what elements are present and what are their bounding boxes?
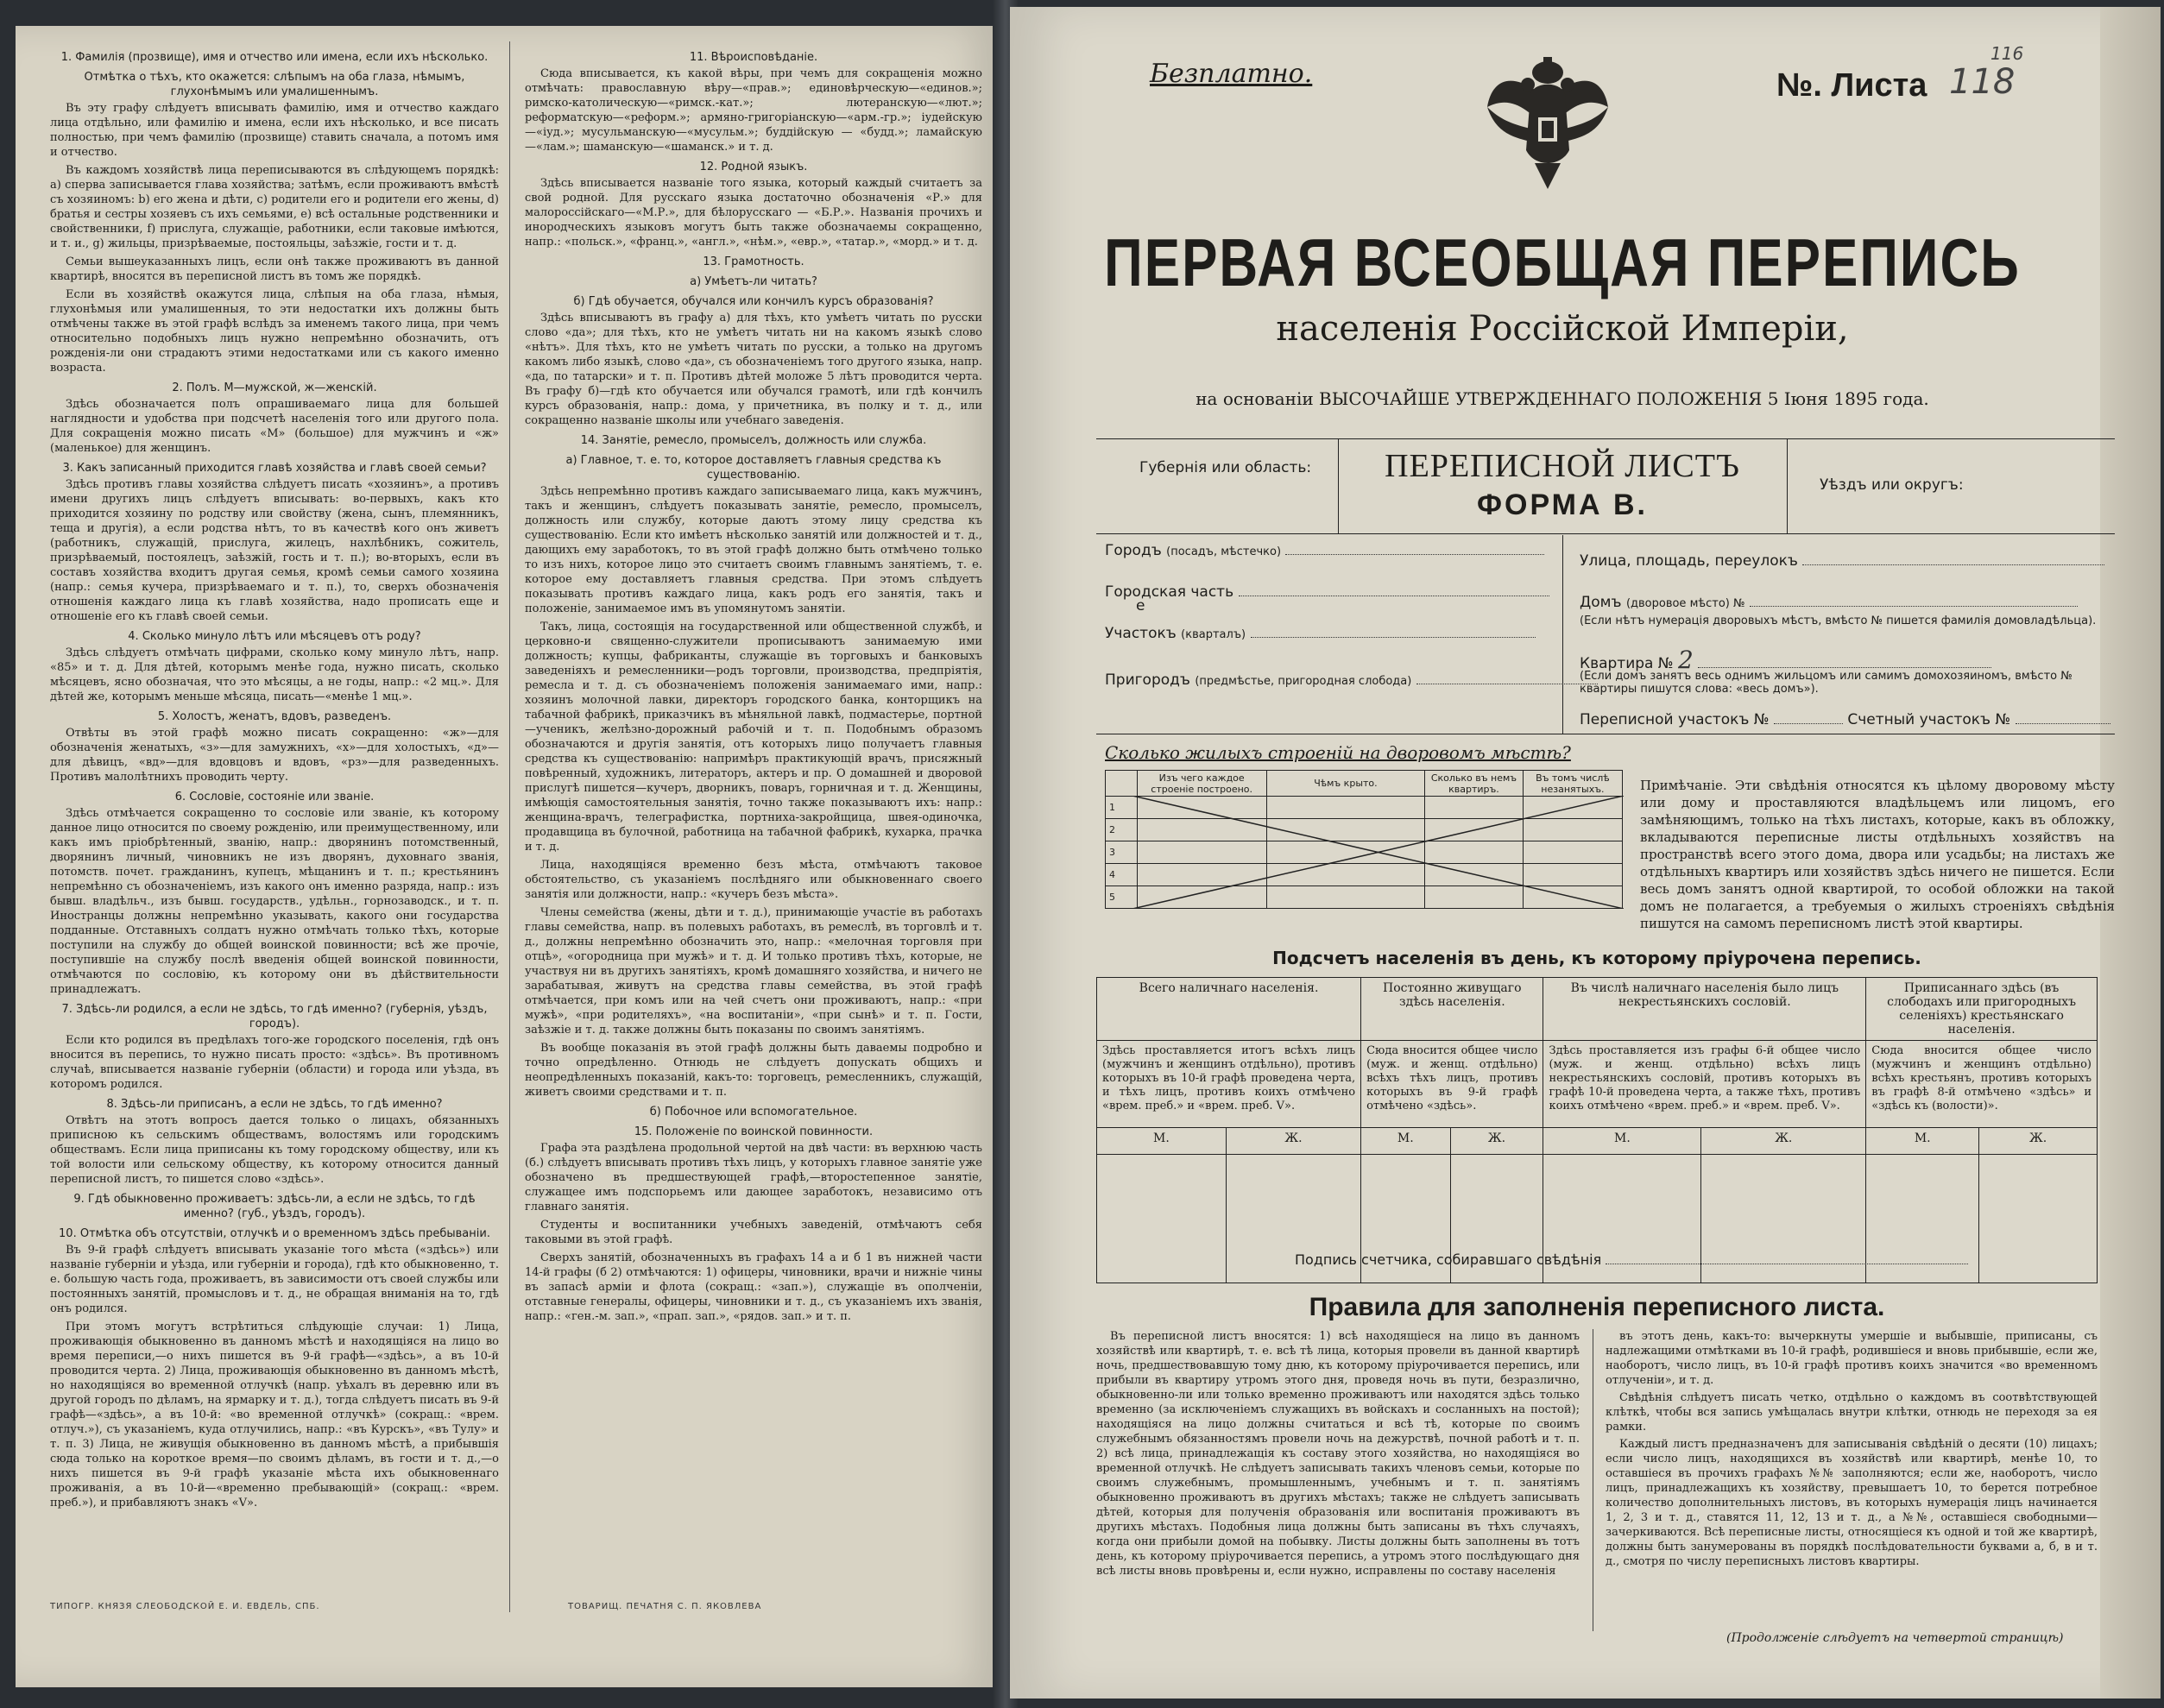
heading-14a: а) Главное, т. е. то, которое доставляетъ главныя средства къ существованію. — [565, 454, 942, 482]
table-row — [1097, 1041, 2098, 1128]
column-header: Приписаннаго здѣсь (въ слободахъ или пригородныхъ селеніяхъ) крестьянскаго населенія. — [1866, 978, 2098, 1041]
population-count-heading: Подсчетъ населенія въ день, къ которому пріурочена перепись. — [1272, 948, 1921, 968]
enumerator-signature-field[interactable] — [1295, 1251, 1968, 1268]
paragraph: Здѣсь слѣдуетъ отмѣчать цифрами, сколько кому минуло лѣтъ, напр. «85» и т. д. Для дѣтей, которымъ менѣе года, нужно писать, сколько мѣсяцевъ, ясно обозначая, что это мѣсяцы, а не годы, напр.: «2 мц.». Для дѣтей же, которымъ меньше мѣсяца, писать—«менѣе 1 мц.». — [50, 646, 499, 703]
heading-12: 12. Родной языкъ. — [699, 161, 808, 173]
form-letter: ФОРМА В. — [1476, 488, 1649, 521]
street-blank[interactable] — [1802, 552, 2104, 565]
female-header: Ж. — [1979, 1128, 2098, 1155]
counting-precinct-blank[interactable] — [2016, 711, 2110, 724]
gubernia-label: Губернія или область: — [1139, 459, 1312, 476]
dwellings-question: Сколько жилыхъ строеній на дворовомъ мѣстѣ? — [1105, 742, 1571, 763]
column-instruction: Здѣсь проставляется итогъ всѣхъ лицъ (мужчинъ и женщинъ отдѣльно), противъ которыхъ въ 10-й графѣ проведена черта, и тѣхъ лицъ, противъ коихъ отмѣчено «врем. преб.» и «врем. преб. V». — [1097, 1041, 1361, 1128]
heading-7: 7. Здѣсь-ли родился, а если не здѣсь, то гдѣ именно? (губернія, уѣздъ, городъ). — [61, 1003, 488, 1030]
apartment-note: (Если домъ занятъ весь однимъ жильцомъ или самимъ домохозяиномъ, вмѣсто № квартиры пишутся слова: «весь домъ»). — [1580, 670, 2073, 696]
signature-label: Подпись счетчика, собиравшаго свѣдѣнія — [1295, 1251, 1602, 1268]
legal-basis: на основаніи ВЫСОЧАЙШЕ УТВЕРЖДЕННАГО ПОЛОЖЕНІЯ 5 Іюня 1895 года. — [1196, 388, 1929, 409]
column-divider — [509, 41, 510, 1612]
form-title: ПЕРЕПИСНОЙ ЛИСТЪ — [1385, 448, 1740, 484]
female-header: Ж. — [1450, 1128, 1543, 1155]
heading-3: 3. Какъ записанный приходится главѣ хозяйства и главѣ своей семьи? — [62, 462, 487, 475]
male-header: М. — [1543, 1128, 1701, 1155]
cross-out-mark — [1132, 796, 1624, 909]
rules-column-1 — [1096, 1329, 1580, 1581]
paragraph: При этомъ могутъ встрѣтиться слѣдующіе случаи: 1) Лица, проживающія обыкновенно въ данномъ мѣстѣ и находящіяся на лицо во время переписи,—о нихъ пишется въ 9-й графѣ—«здѣсь», а въ 10-й проводится черта. 2) Лица, проживающія обыкновенно въ данномъ мѣстѣ, но находящіяся во временной отлучкѣ (напр. уѣхалъ въ деревню или въ другой городъ по дѣламъ, на ярмарку и т. д.), тогда слѣдуетъ писать въ 9-й графѣ—«здѣсь», а въ 10-й: «во временной отлучкѣ» (сокращ.: «врем. отлуч.»), съ указаніемъ, куда отлучились, напр.: «въ Курскъ», «въ Тулу» и т. п. 3) Лица, не живущія обыкновенно въ данномъ мѣстѣ, а прибывшія сюда только на короткое время—по своимъ дѣламъ, въ гости и т. д.,—о нихъ пишется въ 9-й графѣ указаніе мѣста ихъ обыкновеннаго проживанія, а въ 10-й—«временно пребывающій» (сокращ.: «врем. преб.»), и прибавляютъ знакъ «V». — [50, 1320, 499, 1509]
paragraph: Здѣсь обозначается полъ опрашиваемаго лица для большей наглядности и удобства при подсчетѣ населенія того или другого пола. Для сокращенія можно писать «М» (большое) для мужчинъ и «ж» (маленькое) для женщинъ. — [50, 398, 499, 455]
heading-1b: Отмѣтка о тѣхъ, кто окажется: слѣпымъ на оба глаза, нѣмымъ, глухонѣмымъ или умалишеннымъ. — [84, 71, 465, 98]
paragraph: Въ каждомъ хозяйствѣ лица переписываются въ слѣдующемъ порядкѣ: а) сперва записывается глава хозяйства; затѣмъ, если проживаютъ вмѣстѣ съ хозяиномъ: b) его жена и дѣти, c) родители его и родители его жены, d) братья и сестры хозяевъ съ ихъ семьями, e) всѣ остальные родственники и свойственники, f) прислуга, служащіе, работники, если таковые имѣются, и т. и., g) жильцы, призрѣваемые, постояльцы, заѣзжіе, гости и т. д. — [50, 164, 499, 250]
counting-precinct-label: Счетный участокъ № — [1847, 711, 2011, 728]
precinct-blank[interactable] — [1251, 625, 1536, 638]
apartment-label: Квартира № — [1580, 655, 1674, 672]
table-header-row — [1106, 771, 1623, 797]
sheet-number-value: 118 — [1949, 62, 2016, 102]
house-blank[interactable] — [1750, 594, 2078, 607]
rules-title: Правила для заполненія переписного листа. — [1309, 1293, 1885, 1321]
heading-13: 13. Грамотность. — [703, 255, 804, 268]
paragraph: въ этотъ день, какъ-то: вычеркнуты умершіе и выбывшіе, приписаны, съ надлежащими отмѣтками въ 10-й графѣ, родившіеся и вновь прибывшіе, если же, наоборотъ, число лицъ, въ 10-й графѣ противъ коихъ значится «во временномъ отлученіи», и т. д. — [1606, 1330, 2098, 1387]
table-header-row — [1097, 978, 2098, 1041]
paragraph: Здѣсь вписываютъ въ графу а) для тѣхъ, кто умѣетъ читать по русски слово «да»; для тѣхъ, кто не умѣетъ читать ни на какомъ языкѣ слово «нѣтъ». Для тѣхъ, кто не умѣетъ читать по русски, а только на другомъ какомъ либо языкѣ, слово «да», съ обозначеніемъ того другого языка, напр. «да, по татарски» и т. п. Противъ дѣтей моложе 5 лѣтъ проводится черта. Въ графу б)—гдѣ кто обучается или обучался грамотѣ, или гдѣ кончилъ курсъ образованія, напр.: дома, у причетника, въ полку и т. д., или сокращенно названіе школы или учебнаго заведенія. — [525, 312, 982, 427]
female-header: Ж. — [1226, 1128, 1360, 1155]
paragraph: Въ переписной листъ вносятся: 1) всѣ находящіеся на лицо въ данномъ хозяйствѣ или квартирѣ, т. е. всѣ тѣ лица, которыя провели въ данной квартирѣ ночь, предшествовавшую тому дню, къ которому пріурочивается перепись, или прибыли въ квартиру утромъ этого дня, проведя ночь въ пути, безразлично, обыкновенно-ли или только временно проживаютъ или находятся здѣсь только временно (за исключеніемъ служащихъ въ войскахъ и сосланныхъ на постой); находящіяся на лицо должны считаться и всѣ тѣ, которые по своимъ служебнымъ обязанностямъ провели ночь на дежурствѣ, почной работѣ и т. п. 2) всѣ лица, принадлежащія къ составу этого хозяйства, но находящіяся во временной отлучкѣ. Не слѣдуетъ записывать такихъ членовъ семьи, которые по своимъ служебнымъ, промышленнымъ, учебнымъ и т. п. занятіямъ обыкновенно проживаютъ въ другихъ мѣстахъ; также не слѣдуетъ записывать дѣтей, которыя для полученія образованія или воспитанія проживаютъ въ другихъ мѣстахъ. Подобныя лица должны быть записаны въ тѣхъ случаяхъ, когда они прибыли домой на побывку. Листы должны быть заполнены въ тотъ день, къ которому пріурочивается перепись, а утромъ этого послѣдующаго дня всѣ листы вновь провѣрены и, если нужно, исправлены по составу населенія — [1096, 1330, 1580, 1578]
paragraph: Свѣдѣнія слѣдуетъ писать четко, отдѣльно о каждомъ въ соотвѣтствующей клѣткѣ, чтобы вся запись умѣщалась внутри клѣтки, отнюдь не переходя за ея рамки. — [1606, 1391, 2098, 1434]
city-part-blank[interactable] — [1239, 583, 1549, 596]
row-number: 2 — [1106, 819, 1138, 841]
precinct-label: Участокъ — [1105, 625, 1177, 642]
paragraph: Графа эта раздѣлена продольной чертой на двѣ части: въ верхнюю часть (б.) слѣдуетъ вписывать противъ тѣхъ лицъ, у которыхъ главное занятіе уже обозначено въ предшествующей графѣ,—второстепенное занятіе, служащее имъ подспорьемъ или дающее заработокъ, независимо отъ главнаго занятія. — [525, 1142, 982, 1213]
female-header: Ж. — [1701, 1128, 1866, 1155]
house-note: (Если нѣтъ нумерація дворовыхъ мѣстъ, вмѣсто № пишется фамилія домовладѣльца). — [1580, 615, 2097, 627]
uezd-label: Уѣздъ или округъ: — [1820, 476, 1964, 494]
paragraph: Отвѣты въ этой графѣ можно писать сокращенно: «ж»—для обозначенія женатыхъ, «з»—для замужнихъ, «х»—для холостыхъ, «д»—для дѣвицъ, «вд»—для вдовцовъ и вдовъ, «рз»—для разведенныхъ. Противъ малолѣтнихъ проводить черту. — [50, 727, 499, 784]
heading-6: 6. Сословіе, состояніе или званіе. — [174, 791, 375, 804]
signature-blank[interactable] — [1606, 1251, 1968, 1264]
sheet-number-label: №. Листа — [1776, 67, 1927, 104]
suburb-blank[interactable] — [1416, 671, 1598, 684]
paragraph: Въ 9-й графѣ слѣдуетъ вписывать указаніе того мѣста («здѣсь») или названіе губерніи и уѣзда, или губерніи и города), гдѣ кто обыкновенно, т. е. большую часть года, проживаетъ, въ зависимости отъ своей службы или постоянныхъ занятій, промысловъ и т. д., не обращая вниманія на то, гдѣ онъ родился. — [50, 1244, 499, 1315]
printer-imprint: ТИПОГР. КНЯЗЯ СЛЕОБОДСКОЙ Е. И. ЕВДЕЛЬ, СПБ. — [50, 1602, 320, 1611]
column-instruction: Здѣсь проставляется изъ графы 6-й общее число (муж. и женщ. отдѣльно) всѣхъ лицъ некрестьянскихъ сословій, противъ которыхъ въ графѣ 10-й проведена черта, а также тѣхъ, противъ коихъ отмѣчено «врем. преб.» и «врем. преб. V». — [1543, 1041, 1866, 1128]
paragraph: Здѣсь вписывается названіе того языка, который каждый считаетъ за свой родной. Для русскаго языка достаточно обозначенія «Р.» для малороссійскаго—«М.Р.», для бѣлорусскаго — «Б.Р.». Названія прочихъ и инородческихъ языковъ могутъ быть также обозначаемы сокращенно, напр.: «польск.», «франц.», «англ.», «нѣм.», «евр.», «татар.», «морд.» и т. д. — [525, 177, 982, 249]
heading-13b: б) Гдѣ обучается, обучался или кончилъ курсъ образованія? — [573, 295, 934, 308]
table-row — [1097, 1128, 2098, 1155]
paragraph: Здѣсь отмѣчается сокращенно то сословіе или званіе, къ которому данное лицо относится по своему рожденію, или преимущественному, или какъ имъ пріобрѣтенный, званію, напр.: дворянинъ потомственный, дворянинъ личный, чиновникъ не изъ дворянъ, духовнаго званія, потомств. почет. гражданинъ, купецъ, мѣщанинъ и т. п.; крестьянинъ непремѣнно съ обозначеніемъ, изъ какого онъ именно разряда, напр.: изъ бывш. владѣльч., изъ бывш. государств., удѣльн., горнозаводск., и т. п. Иностранцы должны непремѣнно указывать, какого они государства подданные. Отставныхъ солдатъ нужно отмѣчать только тѣхъ, которые поступили на службу до общей воинской повинности; всѣ же прочіе, поступившіе на службу послѣ введенія общей воинской повинности, отмѣчаются по сословію, къ которому они въ дѣйствительности принадлежатъ. — [50, 807, 499, 996]
heading-1: 1. Фамилія (прозвище), имя и отчество или имена, если ихъ нѣсколько. — [60, 51, 489, 64]
heading-8: 8. Здѣсь-ли приписанъ, а если не здѣсь, то гдѣ именно? — [106, 1098, 443, 1111]
city-field[interactable] — [1105, 542, 1544, 559]
left-column-1 — [50, 45, 499, 1514]
row-number: 5 — [1106, 886, 1138, 909]
heading-4: 4. Сколько минуло лѣтъ или мѣсяцевъ отъ роду? — [128, 630, 421, 643]
paragraph: Если въ хозяйствѣ окажутся лица, слѣпыя на оба глаза, нѣмыя, глухонѣмыя или умалишенныя, то эти недостатки ихъ должны быть отмѣчены также въ этой графѣ вслѣдъ за именемъ такого лица, при чемъ относительно подобныхъ лицъ нужно непремѣнно обозначить, отъ рожденія-ли они страдаютъ этими недостатками или съ какого именно возраста. — [50, 288, 499, 375]
paragraph: Въ вообще показанія въ этой графѣ должны быть даваемы подробно и точно опредѣленно. Отнюдь не слѣдуетъ допускать общихъ и неопредѣленныхъ показаній, какъ-то: торговецъ, ремесленникъ, служащій, живетъ своими средствами и т. п. — [525, 1042, 982, 1099]
paragraph: Сверхъ занятій, обозначенныхъ въ графахъ 14 а и б 1 въ нижней части 14-й графы (б 2) отмѣчаются: 1) офицеры, чиновники, врачи и нижніе чины въ запасѣ арміи и флота (сокращ.: «зап.»), служащіе въ ополченіи, отставные генералы, офицеры, чиновники и т. д., съ указаніемъ ихъ званія, напр.: «ген.-м. зап.», «прап. зап.», «рядов. зап.» и т. п. — [525, 1251, 982, 1323]
double-headed-eagle-emblem-icon — [1483, 55, 1612, 193]
male-header: М. — [1097, 1128, 1227, 1155]
sheet-number — [1776, 43, 2024, 104]
document-title: ПЕРВАЯ ВСЕОБЩАЯ ПЕРЕПИСЬ — [1104, 226, 2021, 301]
left-page — [16, 26, 1000, 1687]
house-field[interactable] — [1580, 594, 2078, 611]
column-instruction: Сюда вносится общее число (муж. и женщ. отдѣльно) всѣхъ тѣхъ лицъ, противъ которыхъ въ 9-й графѣ отмѣчено «здѣсь». — [1361, 1041, 1543, 1128]
count-cell[interactable] — [1097, 1155, 1227, 1283]
rule — [1562, 535, 1563, 734]
right-page — [1010, 7, 2161, 1699]
document-subtitle: населенія Россійской Имперіи, — [1276, 309, 1849, 349]
column-header: Постоянно живущаго здѣсь населенія. — [1361, 978, 1543, 1041]
city-hint: (посадъ, мѣстечко) — [1166, 545, 1282, 558]
house-label: Домъ — [1580, 594, 1622, 611]
column-header: Чѣмъ крыто. — [1266, 771, 1424, 797]
column-header: Въ числѣ наличнаго населенія было лицъ некрестьянскихъ сословій. — [1543, 978, 1866, 1041]
dwellings-note: Примѣчаніе. Эти свѣдѣнія относятся къ цѣлому дворовому мѣсту или дому и проставляются владѣльцемъ или лицомъ, его замѣняющимъ, только на тѣхъ листахъ, которые, какъ въ обложку, вкладываются переписные листы отдѣльныхъ хозяйствъ на пространствѣ всего этого дома, двора или усадьбы; на листахъ же отдѣльныхъ квартиръ или хозяйствъ здѣсь ничего не пишется. Если весь домъ занятъ одной квартирой, то особой обложки на такой домъ не полагается, а требуемыя о жилыхъ строеніяхъ свѣдѣнія пишутся на самомъ переписномъ листѣ этой квартиры. — [1640, 778, 2115, 931]
paragraph: Здѣсь непремѣнно противъ каждаго записываемаго лица, какъ мужчинъ, такъ и женщинъ, слѣдуетъ показывать занятіе, ремесло, промыселъ, должность или службу, которые даютъ этому лицу средства къ существованію. Если кто имѣетъ нѣсколько занятій или должностей и т. д., дающихъ ему заработокъ, то въ этой графѣ должно быть отмѣчено только то изъ нихъ, которое лицо это считаетъ своимъ главнымъ занятіемъ, т. е. которое ему доставляетъ главныя средства. При этомъ слѣдуетъ показывать противъ каждаго лица, какъ родъ его занятія, такъ и положеніе, занимаемое имъ въ упомянутомъ занятіи. — [525, 485, 982, 615]
row-number: 4 — [1106, 864, 1138, 886]
suburb-hint: (предмѣстье, пригородная слобода) — [1195, 675, 1412, 688]
sheet-number-alt-value: 116 — [1991, 43, 2024, 64]
male-header: М. — [1361, 1128, 1450, 1155]
precinct-hint: (кварталъ) — [1181, 628, 1246, 641]
paragraph: Члены семейства (жены, дѣти и т. д.), принимающіе участіе въ работахъ главы семейства, напр. въ полевыхъ работахъ, въ ремеслѣ, въ торговлѣ и т. д., должны непремѣнно обозначить это, напр.: «мелочная торговля при отцѣ», «огородница при мужѣ» и т. д. И только противъ тѣхъ, которые, не участвуя ни въ другихъ занятіяхъ, кромѣ домашняго хозяйства, и ничего не зарабатывая, живутъ на средства главы семейства, въ этой графѣ отмѣчается, при комъ или на чей счетъ они проживаютъ, напр.: «при мужѣ», «при родителяхъ», «на воспитаніи», «при сынѣ» и т. п. Гости, заѣзжіе и т. д. также должны быть показаны по своимъ занятіямъ. — [525, 906, 982, 1037]
paragraph: Здѣсь противъ главы хозяйства слѣдуетъ писать «хозяинъ», а противъ имени другихъ лицъ слѣдуетъ вписывать: во-первыхъ, какъ кто приходится хозяину по родству или свойству (жена, сынъ, племянникъ, теща и другія), а если родства нѣтъ, то въ качествѣ кого онъ живетъ (работникъ, служащій, прислуга, жилецъ, нахлѣбникъ, сожитель, призрѣваемый, постоялецъ, заѣзжій, гость и т. п.); во-вторыхъ, если въ составъ хозяйства входитъ другая семья, кромѣ семьи самого хозяина (напр.: семья кучера, призрѣваемаго и т. п.), то, сверхъ обозначенія отношенія каждаго лица къ главѣ хозяйства, надо прописать еще и отношеніе его къ главѣ своей семьи. — [50, 478, 499, 623]
heading-14b: б) Побочное или вспомогательное. — [649, 1106, 858, 1119]
left-column-2 — [525, 45, 982, 1327]
apartment-value: 2 — [1677, 646, 1694, 674]
city-label: Городъ — [1105, 542, 1162, 559]
precinct-field[interactable] — [1105, 625, 1536, 642]
heading-11: 11. Вѣроисповѣданіе. — [689, 51, 818, 64]
house-hint: (дворовое мѣсто) № — [1625, 597, 1745, 610]
apartment-blank[interactable] — [1698, 655, 1991, 668]
row-number: 3 — [1106, 841, 1138, 864]
city-part-label: Городская часть — [1105, 583, 1234, 601]
heading-15: 15. Положеніе по воинской повинности. — [634, 1125, 874, 1138]
city-part-field[interactable] — [1105, 583, 1549, 615]
row-number: 1 — [1106, 797, 1138, 819]
column-header: Сколько въ немъ квартиръ. — [1425, 771, 1524, 797]
column-instruction: Сюда вносится общее число (мужчинъ и женщинъ отдѣльно) всѣхъ крестьянъ, противъ которыхъ въ графѣ 8-й отмѣчено «здѣсь» и «здѣсь къ (волости)». — [1866, 1041, 2098, 1128]
census-precinct-label: Переписной участокъ № — [1580, 711, 1770, 728]
printer-imprint: ТОВАРИЩ. ПЕЧАТНЯ С. П. ЯКОВЛЕВА — [568, 1602, 762, 1611]
continuation-note: (Продолженіе слѣдуетъ на четвертой страницѣ) — [1726, 1631, 2064, 1645]
heading-2: 2. Полъ. М—мужской, ж—женскій. — [172, 381, 377, 394]
street-label: Улица, площадь, переулокъ — [1580, 552, 1798, 570]
heading-5: 5. Холостъ, женатъ, вдовъ, разведенъ. — [157, 710, 392, 723]
street-field[interactable] — [1580, 552, 2104, 570]
rule — [1096, 533, 2115, 534]
suburb-field[interactable] — [1105, 671, 1598, 689]
census-precinct-field[interactable] — [1580, 711, 2110, 728]
rules-column-2 — [1606, 1329, 2098, 1572]
heading-14: 14. Занятіе, ремесло, промыселъ, должность или служба. — [580, 434, 927, 447]
paragraph: Студенты и воспитанники учебныхъ заведеній, отмѣчаютъ себя таковыми въ этой графѣ. — [525, 1219, 982, 1246]
column-header: Въ томъ числѣ незанятыхъ. — [1523, 771, 1622, 797]
count-cell[interactable] — [1979, 1155, 2098, 1283]
heading-13a: а) Умѣетъ-ли читать? — [690, 275, 817, 288]
paragraph: Лица, находящіяся временно безъ мѣста, отмѣчаютъ таковое обстоятельство, съ указаніемъ послѣдняго или обыкновеннаго своего занятія или должности, напр.: «кучеръ безъ мѣста». — [525, 859, 982, 901]
census-precinct-blank[interactable] — [1774, 711, 1843, 724]
column-header: Всего наличнаго населенія. — [1097, 978, 1361, 1041]
city-part-value: е — [1136, 597, 1145, 615]
city-blank[interactable] — [1285, 542, 1544, 555]
paragraph: Въ эту графу слѣдуетъ вписывать фамилію, имя и отчество каждаго лица отдѣльно, или фамилію и имена, если ихъ нѣсколько, и все писать полностью, при чемъ фамилію (прозвище) ставить сначала, а потомъ имя и отчество. — [50, 102, 499, 159]
paragraph: Отвѣтъ на этотъ вопросъ дается только о лицахъ, обязанныхъ приписною къ сельскимъ обществамъ, волостямъ или городскимъ обществамъ. Если лица приписаны къ тому городскому обществу, или къ той волости или сельскому обществу, къ которому относится данный переписной листъ, то пишется слово «здѣсь». — [50, 1114, 499, 1186]
rule — [1096, 438, 2115, 439]
male-header: М. — [1866, 1128, 1979, 1155]
population-count-table — [1096, 977, 2098, 1283]
suburb-label: Пригородъ — [1105, 671, 1190, 689]
paragraph: Каждый листъ предназначенъ для записыванія свѣдѣній о десяти (10) лицахъ; если число лицъ, находящихся въ хозяйствѣ или квартирѣ, менѣе 10, то оставшіеся въ прочихъ графахъ №№ заполняются; если же, наоборотъ, число лицъ, принадлежащихъ къ хозяйству, превышаетъ 10, то берется потребное количество дополнительныхъ листовъ, въ которыхъ нумерація лицъ начинается 1, 2, 3 и т. д., ставятся 11, 12, 13 и т. д., а №№, оставшіеся свободными—зачеркиваются. Всѣ переписные листы, относящіеся къ одной и той же квартирѣ, должны быть занумерованы въ порядкѣ послѣдовательности буквами а, б, в и т. д., смотря по числу переписныхъ листовъ квартиры. — [1606, 1438, 2098, 1568]
paragraph: Такъ, лица, состоящія на государственной или общественной службѣ, и церковно-и священно-служители прописываютъ занимаемую ими должность; купцы, фабриканты, служащіе въ торговыхъ и банковыхъ заведеніяхъ и ремесленники—родъ торговли, производства, предпріятія, ремесла и т. д. съ обозначеніемъ положенія занимаемаго ими, напр.: хозяинъ молочной лавки, директоръ городского банка, конторщикъ на табачной фабрикѣ, приказчикъ въ мѣняльной лавкѣ, подмастерье, портной—ученикъ, желѣзно-дорожный рабочій и т. п. Подобнымъ образомъ обозначаются и другія занятія, отъ которыхъ лицо получаетъ главныя средства къ существованію: напримѣръ практикующій врачъ, присяжный повѣренный, художникъ, литераторъ, актеръ и пр. О домашней и дворовой прислугѣ пишется—кучеръ, дворникъ, поваръ, горничная и т. д. Женщины, имѣющія самостоятельныя занятія, точно также показываютъ ихъ: напр.: женщина-врачъ, телеграфистка, портниха-закройщица, швея-одиночка, продавщица въ булочной, работница на табачной фабрикѣ, кухарка, прачка и т. д. — [525, 621, 982, 854]
heading-10: 10. Отмѣтка объ отсутствіи, отлучкѣ и о временномъ здѣсь пребываніи. — [59, 1227, 490, 1240]
paragraph: Семьи вышеуказанныхъ лицъ, если онѣ также проживаютъ въ данной квартирѣ, вносятся въ переписной листъ въ томъ же порядкѣ. — [50, 255, 499, 283]
column-header: Изъ чего каждое строеніе построено. — [1137, 771, 1266, 797]
heading-9: 9. Гдѣ обыкновенно проживаетъ: здѣсь-ли, а если не здѣсь, то гдѣ именно? (губ., уѣздъ, городъ). — [73, 1193, 476, 1220]
free-label: Безплатно. — [1150, 59, 1313, 89]
rule — [1787, 438, 1788, 533]
paragraph: Если кто родился въ предѣлахъ того-же городского поселенія, гдѣ онъ вносится въ перепись, то нужно писать просто: «здѣсь». Въ противномъ случаѣ, вписывается названіе губерніи (области) и города или уѣзда, въ которомъ родился. — [50, 1034, 499, 1091]
paragraph: Сюда вписывается, къ какой вѣры, при чемъ для сокращенія можно отмѣчать: православную вѣру—«прав.»; единовѣрческую—«единов.»; римско-католическую—«римск.-кат.»; лютеранскую—«лют.»; реформатскую—«реформ.»; армяно-григоріанскую—«арм.-гр.»; іудейскую—«іуд.»; мусульманскую—«мусульм.»; буддійскую — «будд.»; ламайскую—«лам.»; шаманскую—«шаманск.» и т. д. — [525, 67, 982, 154]
